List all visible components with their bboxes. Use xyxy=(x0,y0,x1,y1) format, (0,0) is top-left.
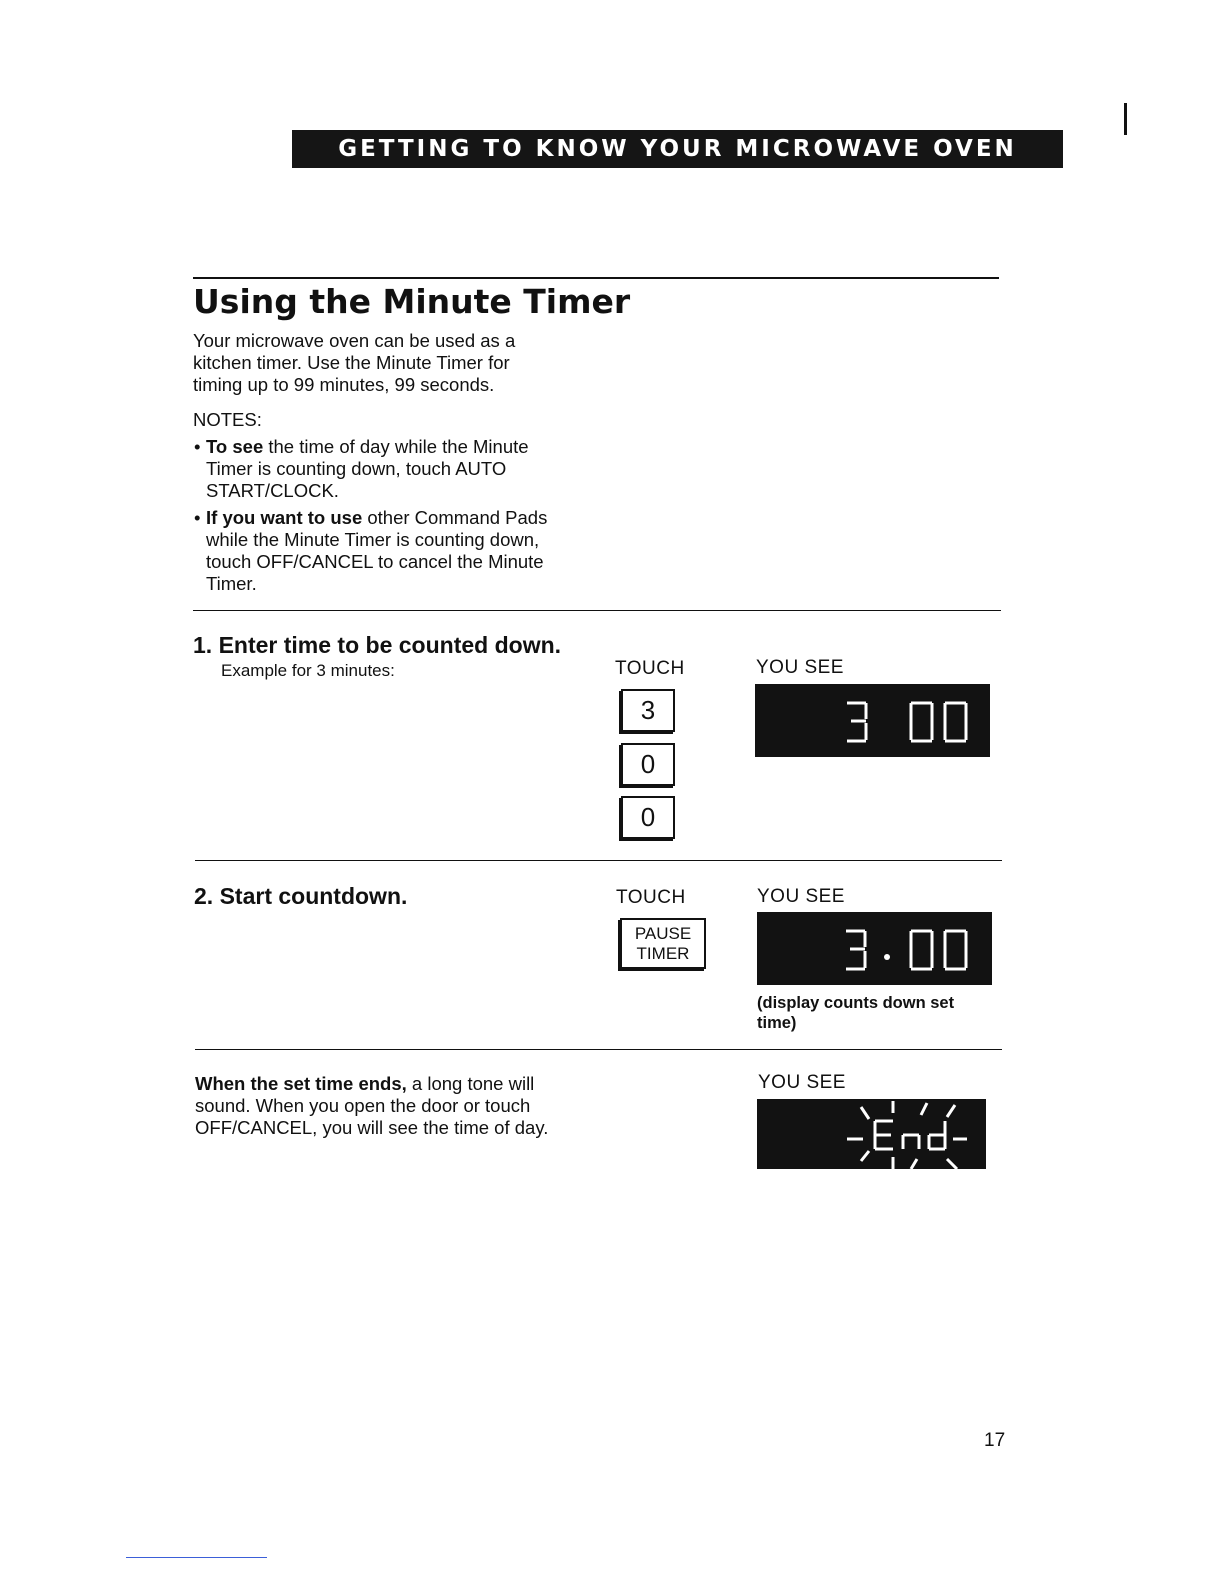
caption-line: time) xyxy=(757,1014,797,1032)
number-3-pad xyxy=(621,689,675,732)
step-2-title: 2. Start countdown. xyxy=(194,883,408,909)
note-line: Timer is counting down, touch AUTO xyxy=(206,458,507,479)
bullet-icon: • xyxy=(194,507,201,528)
note-lead: If you want to use xyxy=(206,507,363,528)
note-line: the time of day while the Minute xyxy=(263,436,529,457)
seven-segment-digits xyxy=(755,684,990,757)
top-rule xyxy=(193,277,999,279)
section-banner xyxy=(292,130,1063,168)
oven-display-step1 xyxy=(755,684,990,757)
you-see-label: YOU SEE xyxy=(757,886,845,907)
pad-label: 0 xyxy=(640,749,656,779)
note-line: while the Minute Timer is counting down, xyxy=(206,529,540,550)
end-line: sound. When you open the door or touch xyxy=(195,1095,531,1116)
you-see-label: YOU SEE xyxy=(756,657,844,678)
end-line: a long tone will xyxy=(406,1073,535,1094)
bottom-edge-line xyxy=(126,1557,267,1558)
step-1-subtitle: Example for 3 minutes: xyxy=(221,661,395,680)
pad-label: 3 xyxy=(640,695,656,725)
note-line: other Command Pads xyxy=(362,507,548,528)
note-line: Timer. xyxy=(206,573,257,594)
seven-segment-digits xyxy=(757,912,992,985)
section-divider xyxy=(195,1049,1002,1050)
number-0-pad xyxy=(621,796,675,839)
oven-display-step2 xyxy=(757,912,992,985)
pause-timer-pad xyxy=(620,918,706,969)
end-line: OFF/CANCEL, you will see the time of day. xyxy=(195,1117,549,1138)
intro-line: kitchen timer. Use the Minute Timer for xyxy=(193,352,510,373)
pad-label: PAUSE xyxy=(634,923,692,943)
oven-display-end xyxy=(757,1099,986,1169)
note-line: START/CLOCK. xyxy=(206,480,339,501)
bullet-icon: • xyxy=(194,436,201,457)
section-divider xyxy=(193,610,1001,611)
pad-label: 0 xyxy=(640,802,656,832)
end-paragraph xyxy=(195,1073,548,1139)
intro-line: Your microwave oven can be used as a xyxy=(193,330,516,351)
edge-mark xyxy=(1124,103,1127,135)
flashing-end-display xyxy=(757,1099,986,1169)
note-item xyxy=(194,507,548,595)
number-0-pad xyxy=(621,743,675,786)
notes-heading: NOTES: xyxy=(193,409,262,430)
pad-label: TIMER xyxy=(636,943,690,963)
step-1-title: 1. Enter time to be counted down. xyxy=(193,632,562,658)
touch-label: TOUCH xyxy=(616,887,686,908)
you-see-label: YOU SEE xyxy=(758,1072,846,1093)
note-lead: To see xyxy=(206,436,264,457)
end-lead: When the set time ends, xyxy=(195,1073,407,1094)
note-line: touch OFF/CANCEL to cancel the Minute xyxy=(206,551,544,572)
section-banner-text: GETTING TO KNOW YOUR MICROWAVE OVEN xyxy=(338,136,1017,162)
touch-label: TOUCH xyxy=(615,658,685,679)
page-title: Using the Minute Timer xyxy=(193,282,631,321)
note-item xyxy=(194,436,529,502)
section-divider xyxy=(195,860,1002,861)
caption-line: (display counts down set xyxy=(757,994,955,1012)
display-caption xyxy=(757,993,954,1033)
page-number: 17 xyxy=(984,1430,1006,1451)
intro-line: timing up to 99 minutes, 99 seconds. xyxy=(193,374,495,395)
intro-paragraph xyxy=(193,330,515,396)
